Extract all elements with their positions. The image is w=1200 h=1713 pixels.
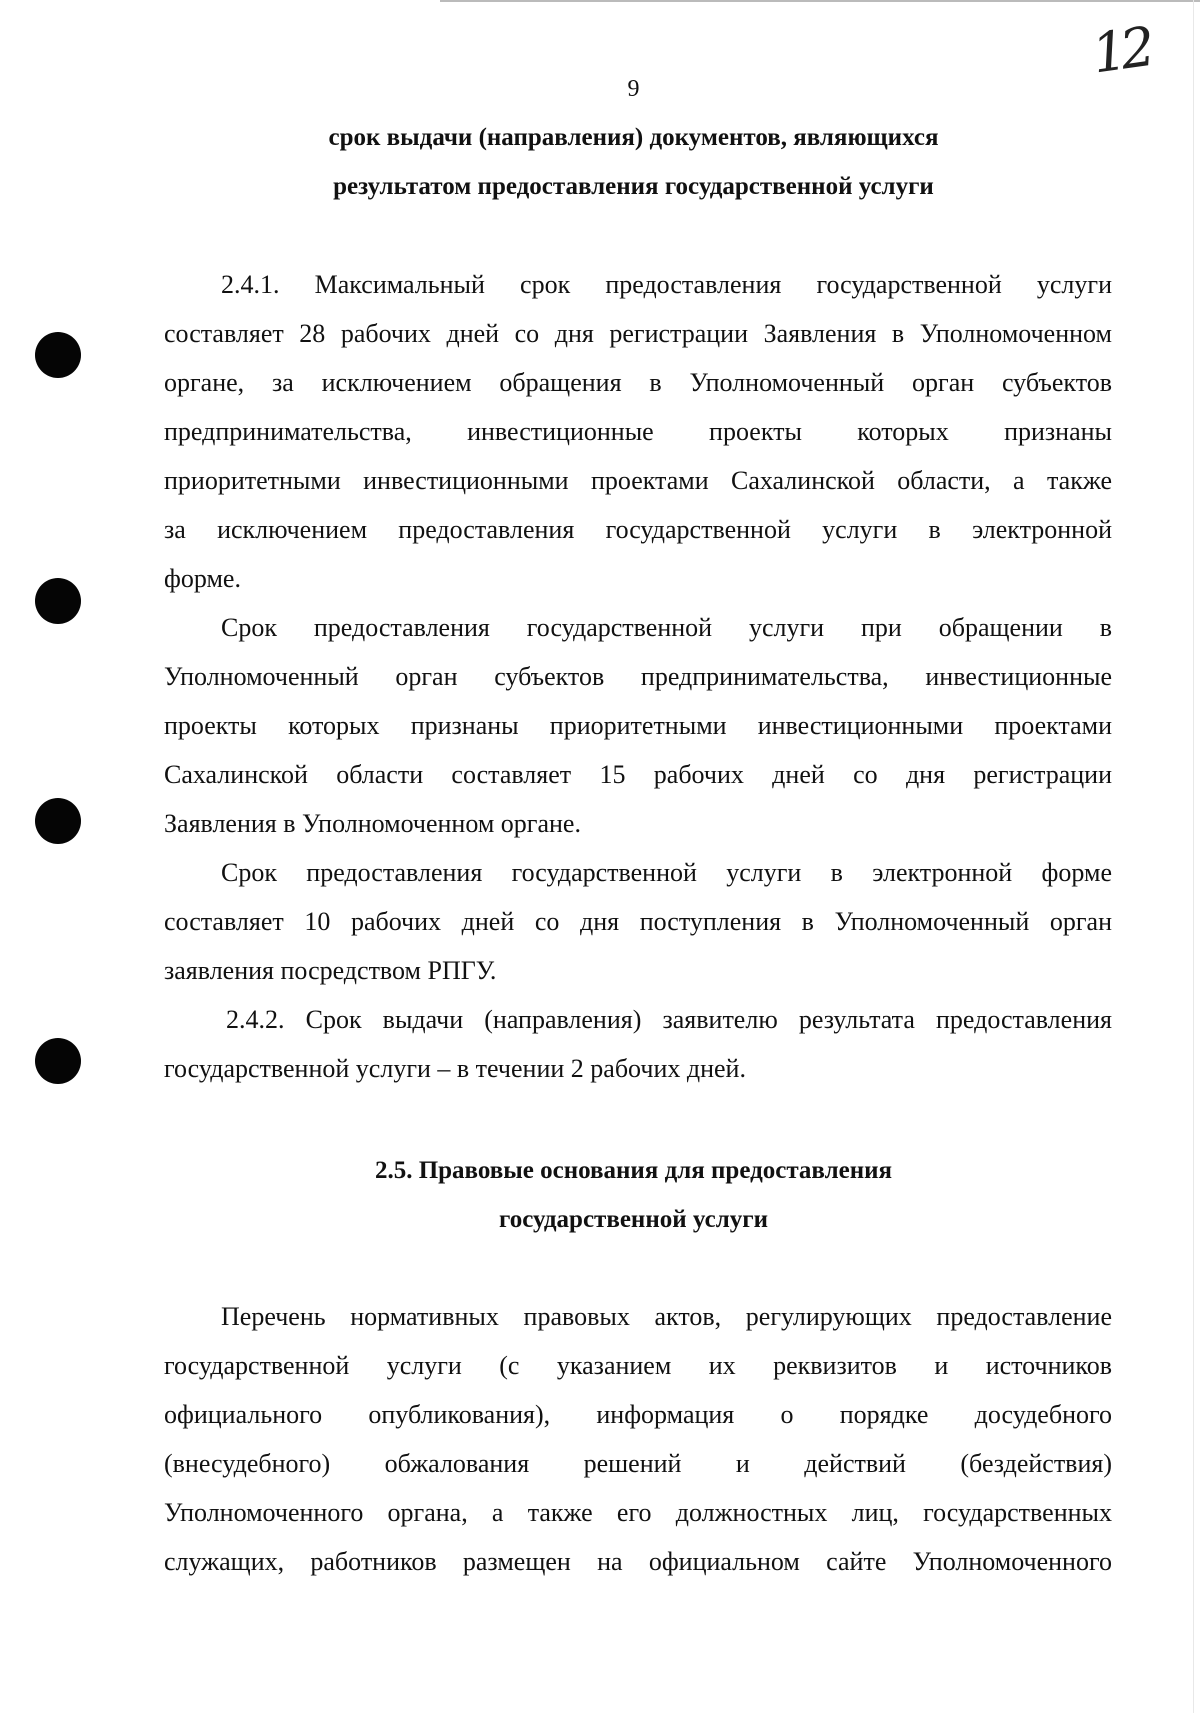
- paragraph-2-4-1: [164, 260, 1112, 603]
- text-line: Сахалинской области составляет 15 рабочих дней со дня регистрации: [164, 760, 1112, 789]
- text-line: Срок предоставления государственной услуги при обращении в: [221, 613, 1112, 642]
- handwritten-folio-number: 12: [1088, 15, 1154, 86]
- punch-hole-3: [35, 798, 81, 844]
- text-line: государственной услуги – в течении 2 рабочих дней.: [164, 1054, 746, 1083]
- scan-top-rule: [440, 0, 1200, 2]
- text-line: государственной услуги (с указанием их реквизитов и источников: [164, 1351, 1112, 1380]
- text-line: форме.: [164, 564, 241, 593]
- text-line: Уполномоченный орган субъектов предпринимательства, инвестиционные: [164, 662, 1112, 691]
- punch-hole-1: [35, 332, 81, 378]
- heading-line: срок выдачи (направления) документов, являющихся: [328, 124, 939, 151]
- text-line: Срок предоставления государственной услуги в электронной форме: [221, 858, 1112, 887]
- text-line: служащих, работников размещен на официальном сайте Уполномоченного: [164, 1547, 1112, 1576]
- heading-line: результатом предоставления государственной услуги: [333, 173, 934, 200]
- heading-line: государственной услуги: [498, 1206, 769, 1233]
- text-line: Заявления в Уполномоченном органе.: [164, 809, 581, 838]
- paragraph-2-4-2: [164, 995, 1112, 1093]
- text-line: официального опубликования), информация о порядке досудебного: [164, 1400, 1112, 1429]
- punch-hole-4: [35, 1038, 81, 1084]
- paragraph-priority-projects-term: [164, 603, 1112, 848]
- punch-hole-2: [35, 578, 81, 624]
- section-heading-term: [0, 113, 1200, 211]
- text-line: за исключением предоставления государственной услуги в электронной: [164, 515, 1112, 544]
- scan-right-edge: [1193, 0, 1194, 1713]
- text-line: заявления посредством РПГУ.: [164, 956, 497, 985]
- text-line: 2.4.1. Максимальный срок предоставления государственной услуги: [221, 270, 1112, 299]
- text-line: Уполномоченного органа, а также его должностных лиц, государственных: [164, 1498, 1112, 1527]
- text-line: Перечень нормативных правовых актов, регулирующих предоставление: [221, 1302, 1112, 1331]
- text-line: проекты которых признаны приоритетными инвестиционными проектами: [164, 711, 1112, 740]
- text-line: составляет 28 рабочих дней со дня регистрации Заявления в Уполномоченном: [164, 319, 1112, 348]
- page-number: 9: [627, 76, 640, 102]
- text-line: предпринимательства, инвестиционные проекты которых признаны: [164, 417, 1112, 446]
- paragraph-legal-acts: [164, 1292, 1112, 1586]
- text-line: составляет 10 рабочих дней со дня поступления в Уполномоченный орган: [164, 907, 1112, 936]
- heading-line: 2.5. Правовые основания для предоставления: [374, 1157, 893, 1184]
- paragraph-electronic-form-term: [164, 848, 1112, 995]
- text-line: (внесудебного) обжалования решений и действий (бездействия): [164, 1449, 1112, 1478]
- text-line: приоритетными инвестиционными проектами Сахалинской области, а также: [164, 466, 1112, 495]
- section-heading-2-5: [0, 1146, 1200, 1244]
- text-line: органе, за исключением обращения в Уполномоченный орган субъектов: [164, 368, 1112, 397]
- text-line: 2.4.2. Срок выдачи (направления) заявителю результата предоставления: [226, 1005, 1112, 1034]
